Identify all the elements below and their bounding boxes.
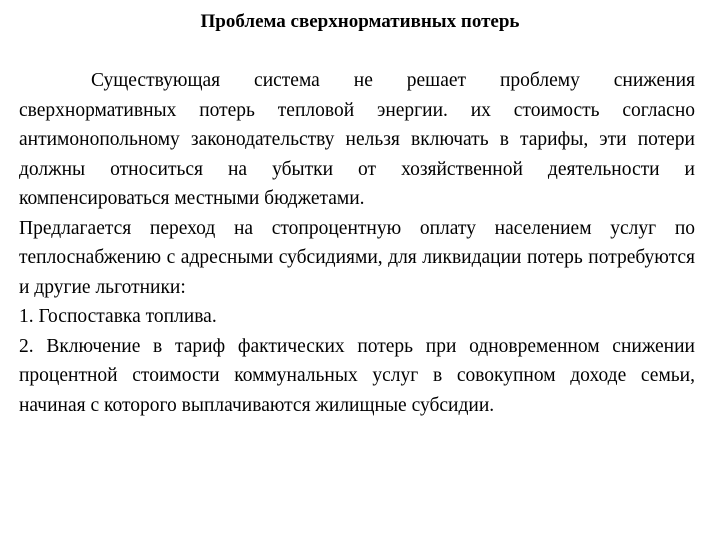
slide-title: Проблема сверхнормативных потерь [200, 11, 520, 32]
list-item-tariff-losses: 2. Включение в тариф фактических потерь при одновременном снижении процентной стоимости коммунальных услуг в совокупном доходе семьи, начиная с которого выплачиваются жилищные субсидии. [19, 335, 695, 416]
list-item-fuel-supply: 1. Госпоставка топлива. [19, 306, 217, 327]
paragraph-current-system: Существующая система не решает проблему снижения сверхнормативных потерь тепловой энергии. их стоимость согласно антимонопольному законодательству нельзя включать в тарифы, эти потери должны относиться на убытки от хозяйственной деятельности и компенсироваться местными бюджетами. [19, 70, 695, 209]
paragraph-proposal: Предлагается переход на стопроцентную оплату населением услуг по теплоснабжению с адресными субсидиями, для ликвидации потерь потребуются и другие льготники: [19, 217, 695, 298]
slide-body [19, 66, 695, 420]
